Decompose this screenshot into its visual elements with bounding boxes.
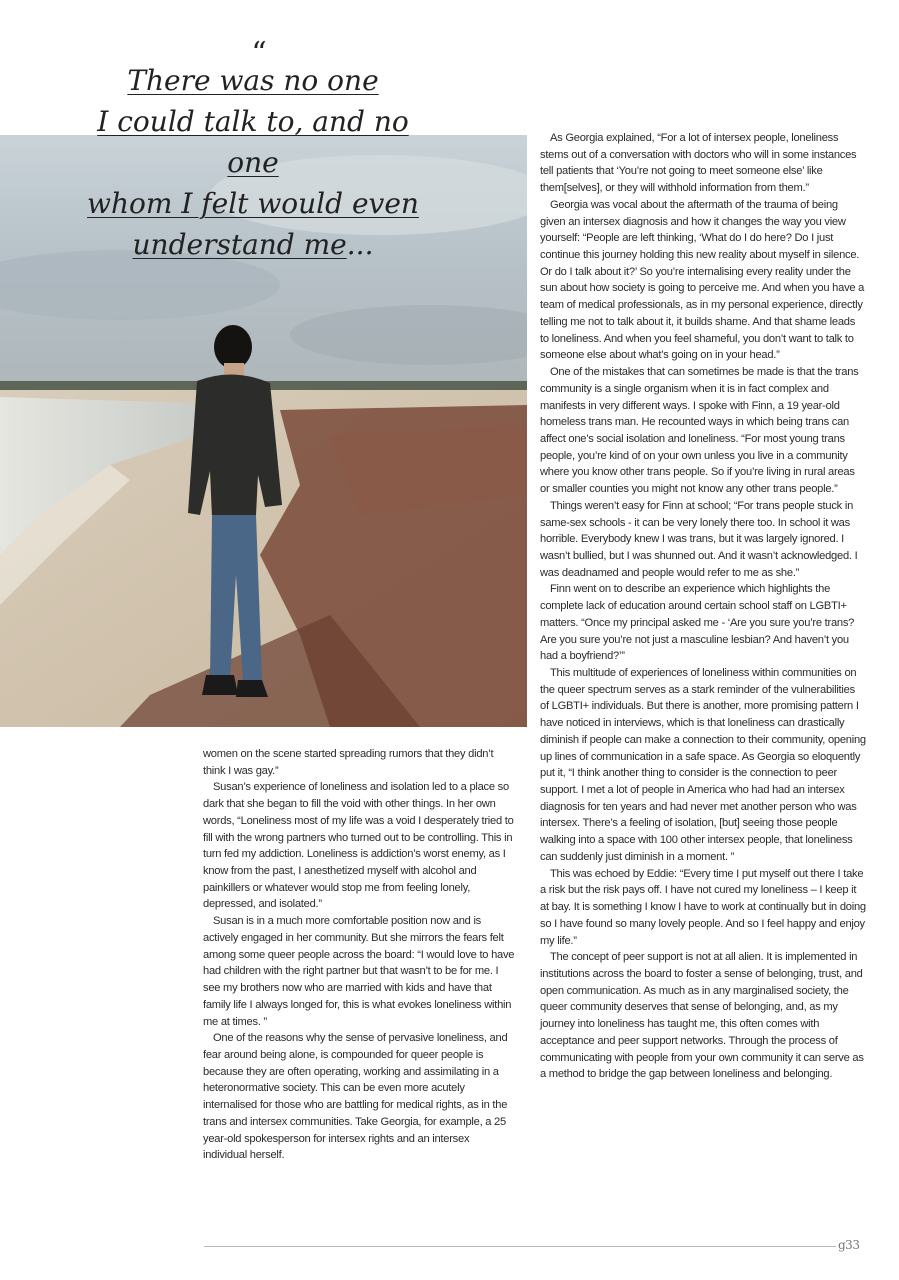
pull-quote bbox=[70, 60, 436, 265]
paragraph: One of the reasons why the sense of pervasive loneliness, and fear around being alone, is compounded for queer people is because they are often operating, working and assimilating in a heteronormative society. This can be even more acutely internalised for those who are battling for medical rights, as in the trans and intersex communities. Take Georgia, for example, a 25 year-old spokesperson for intersex rights and an intersex individual herself. bbox=[203, 1032, 508, 1162]
paragraph: Things weren’t easy for Finn at school; “For trans people stuck in same-sex schools - it can be very lonely there too. In school it was horrible. Everybody knew I was trans, but it was largely ignored. I wasn’t bullied, but I was shunned out. And it wasn’t acknowledged. I was deadnamed and people would refer to me as she.” bbox=[540, 499, 858, 579]
pull-quote-ellipsis: ... bbox=[346, 228, 374, 261]
quote-mark: “ bbox=[251, 36, 267, 71]
paragraph: Georgia was vocal about the aftermath of the trauma of being given an intersex diagnosis and how it changes the way you view yourself: “People are left thinking, ‘What do I do here? Do I just continue this journey holding this new reality about myself in silence. Or do I talk about it?’ So you’re internalising every reality under the sun about how society is going to perceive me. And when you have a team of medical professionals, as in my personal experience, directly telling me not to talk about it, it builds shame. And that shame leads to loneliness. And when you feel shameful, you don’t want to talk to someone else about what’s going on in your head.” bbox=[540, 198, 865, 362]
pull-quote-line-1: There was no one bbox=[127, 64, 379, 97]
footer-rule bbox=[204, 1246, 836, 1247]
left-column bbox=[203, 746, 515, 1164]
paragraph: This multitude of experiences of loneliness within communities on the queer spectrum serves as a stark reminder of the vulnerabilities of LGBTI+ individuals. But there is another, more promising pattern I have noticed in interviews, which is that loneliness can drastically diminish if people can make a connection to their community, opening up lines of communication in a safe space. As Georgia so eloquently put it, “I think another thing to consider is the connection to peer support. I met a lot of people in America who had had an intersex diagnosis for ten years and had never met another person who was intersex. There’s a feeling of isolation, [but] seeing those people walking into a space with 100 other intersex people, that loneliness can suddenly just diminish in a moment. ” bbox=[540, 667, 866, 863]
pull-quote-line-3: whom I felt would even bbox=[87, 187, 419, 220]
paragraph: This was echoed by Eddie: “Every time I put myself out there I take a risk but the risk pays off. I have not cured my loneliness – I keep it at bay. It is something I know I have to work at continually but in doing so I have found so many lovely people. And so I feel happy and enjoy my life.” bbox=[540, 867, 866, 947]
paragraph: One of the mistakes that can sometimes be made is that the trans community is a single organism when it is in fact complex and manifests in very different ways. I spoke with Finn, a 19 year-old homeless trans man. He recounted ways in which being trans can affect one’s social isolation and loneliness. “For most young trans people, you’re kind of on your own unless you live in a community where you know other trans people. So if you’re living in rural areas or smaller counties you might not know any other trans people.” bbox=[540, 366, 859, 496]
page-number: g33 bbox=[838, 1238, 860, 1252]
pull-quote-line-2: I could talk to, and no one bbox=[97, 105, 409, 179]
right-column bbox=[540, 130, 866, 1083]
paragraph: Susan is in a much more comfortable position now and is actively engaged in her community. But she mirrors the fears felt among some queer people across the board: “I would love to have had children with the right partner but that wasn’t to be for me. I see my brothers now who are married with kids and have that family life I always longed for, this is what evokes loneliness within me at times. ” bbox=[203, 915, 515, 1028]
paragraph: Finn went on to describe an experience which highlights the complete lack of education around certain school staff on LGBTI+ matters. “Once my principal asked me - ‘Are you sure you’re trans? Are you sure you’re not just a masculine lesbian? And haven’t you had a boyfriend?’” bbox=[540, 583, 855, 663]
paragraph: women on the scene started spreading rumors that they didn’t think I was gay.” bbox=[203, 748, 494, 777]
pull-quote-line-4: understand me bbox=[132, 228, 347, 261]
paragraph: As Georgia explained, “For a lot of intersex people, loneliness stems out of a conversation with doctors who will in some instances tell patients that ‘You’re not going to meet someone else’ like them[selves], or they will withhold information from them.” bbox=[540, 132, 857, 195]
paragraph: Susan’s experience of loneliness and isolation led to a place so dark that she began to fill the void with other things. In her own words, “Loneliness most of my life was a void I desperately tried to fill with the wrong partners who turned out to be controlling. This in turn fed my addiction. Loneliness is addiction’s worst enemy, as I know from the past, I anesthetized myself with alcohol and painkillers or whatever would stop me from feeling lonely, depressed, and isolated.” bbox=[203, 781, 514, 911]
paragraph: The concept of peer support is not at all alien. It is implemented in institutions across the board to foster a sense of belonging, trust, and open communication. As much as in any marginalised society, the queer community deserves that sense of belonging, and, as my journey into loneliness has taught me, this often comes with acceptance and peer support networks. Through the process of communicating with people from your own community it can serve as a method to bridge the gap between loneliness and belonging. bbox=[540, 951, 864, 1081]
